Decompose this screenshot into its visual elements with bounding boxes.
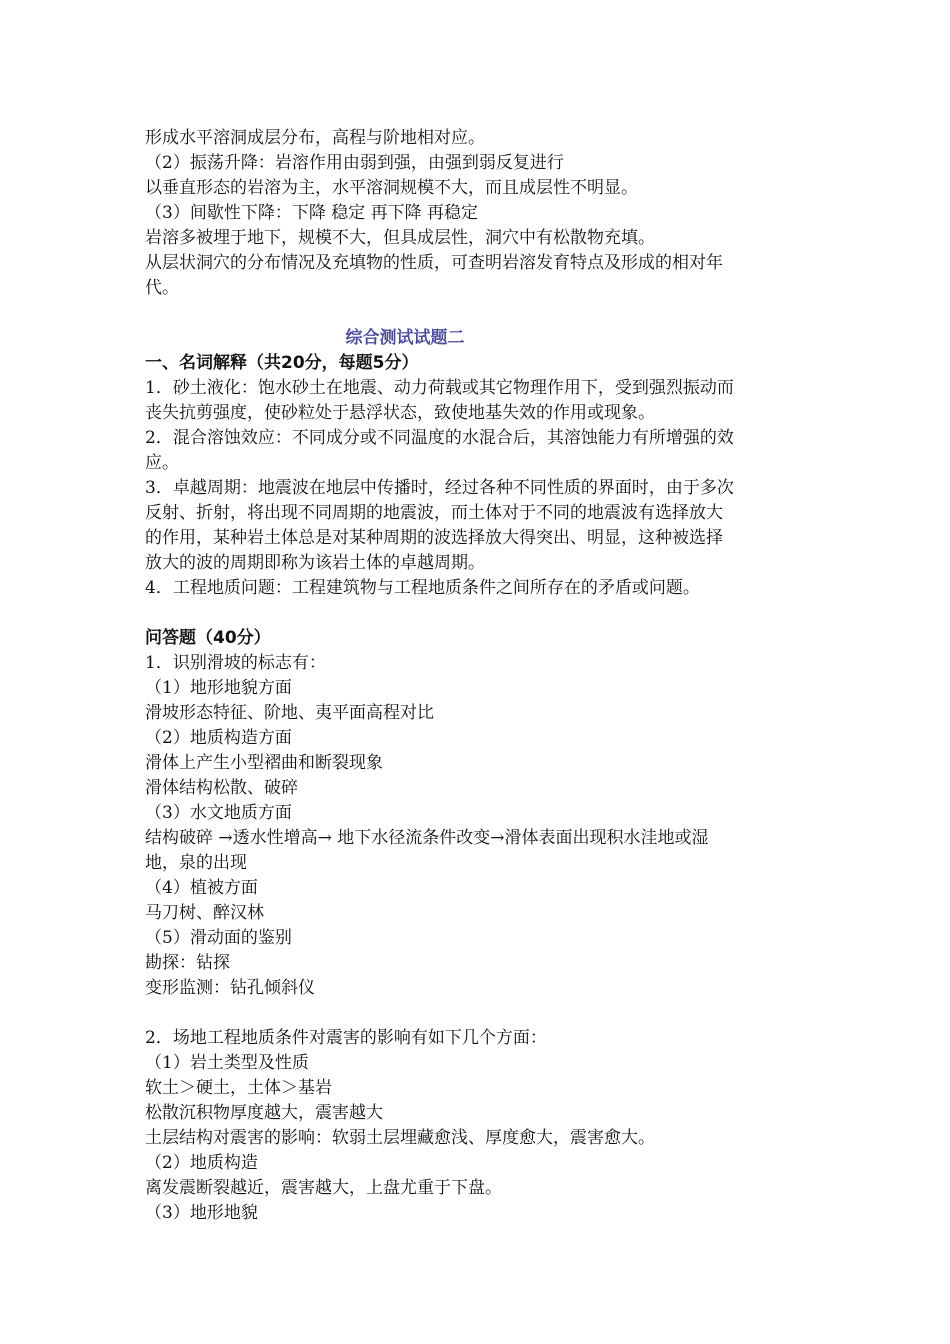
- text-line: 3．卓越周期：地震波在地层中传播时，经过各种不同性质的界面时，由于多次: [145, 478, 734, 498]
- exam-title: 综合测试试题二: [345, 328, 465, 348]
- section-heading: 问答题（40分）: [145, 628, 271, 648]
- text-line: （2）地质构造: [145, 1153, 258, 1173]
- text-line: 地，泉的出现: [145, 853, 247, 873]
- text-line: 结构破碎 →透水性增高→ 地下水径流条件改变→滑体表面出现积水洼地或湿: [145, 828, 709, 848]
- intro-block: [145, 126, 810, 301]
- text-line: 勘探：钻探: [145, 953, 230, 973]
- question-2: [145, 1026, 810, 1226]
- text-line: 土层结构对震害的影响：软弱土层埋藏愈浅、厚度愈大，震害愈大。: [145, 1128, 655, 1148]
- text-line: 岩溶多被埋于地下，规模不大，但具成层性，洞穴中有松散物充填。: [145, 228, 655, 248]
- text-line: 滑坡形态特征、阶地、夷平面高程对比: [145, 703, 434, 723]
- text-line: （3）地形地貌: [145, 1203, 258, 1223]
- text-line: 以垂直形态的岩溶为主，水平溶洞规模不大，而且成层性不明显。: [145, 178, 638, 198]
- document-page: [145, 126, 810, 1226]
- text-line: （3）水文地质方面: [145, 803, 292, 823]
- text-line: （5）滑动面的鉴别: [145, 928, 292, 948]
- text-line: （2）振荡升降：岩溶作用由弱到强，由强到弱反复进行: [145, 153, 564, 173]
- text-line: 1．识别滑坡的标志有：: [145, 653, 326, 673]
- text-line: 的作用，某种岩土体总是对某种周期的波选择放大得突出、明显，这种被选择: [145, 528, 723, 548]
- section-questions: [145, 626, 810, 1226]
- text-line: 变形监测：钻孔倾斜仪: [145, 978, 315, 998]
- text-line: 滑体结构松散、破碎: [145, 778, 298, 798]
- text-line: 从层状洞穴的分布情况及充填物的性质，可查明岩溶发育特点及形成的相对年: [145, 253, 723, 273]
- text-line: 代。: [145, 278, 179, 298]
- text-line: （1）岩土类型及性质: [145, 1053, 309, 1073]
- text-line: （4）植被方面: [145, 878, 258, 898]
- text-line: 应。: [145, 453, 179, 473]
- text-line: 反射、折射，将出现不同周期的地震波，而土体对于不同的地震波有选择放大: [145, 503, 723, 523]
- text-line: 马刀树、醉汉林: [145, 903, 264, 923]
- text-line: 离发震断裂越近，震害越大，上盘尤重于下盘。: [145, 1178, 502, 1198]
- text-line: 软土＞硬土，土体＞基岩: [145, 1078, 332, 1098]
- text-line: 1．砂土液化：饱水砂土在地震、动力荷载或其它物理作用下，受到强烈振动而: [145, 378, 734, 398]
- text-line: 2．混合溶蚀效应：不同成分或不同温度的水混合后，其溶蚀能力有所增强的效: [145, 428, 734, 448]
- text-line: 放大的波的周期即称为该岩土体的卓越周期。: [145, 553, 485, 573]
- spacer: [145, 601, 810, 626]
- spacer: [145, 301, 810, 326]
- text-line: 滑体上产生小型褶曲和断裂现象: [145, 753, 383, 773]
- text-line: （1）地形地貌方面: [145, 678, 292, 698]
- text-line: （2）地质构造方面: [145, 728, 292, 748]
- text-line: 4．工程地质问题：工程建筑物与工程地质条件之间所存在的矛盾或问题。: [145, 578, 700, 598]
- section-heading: 一、名词解释（共20分，每题5分）: [145, 353, 419, 373]
- text-line: （3）间歇性下降：下降 稳定 再下降 再稳定: [145, 203, 479, 223]
- question-1: [145, 651, 810, 1001]
- text-line: 形成水平溶洞成层分布，高程与阶地相对应。: [145, 128, 485, 148]
- text-line: 2．场地工程地质条件对震害的影响有如下几个方面：: [145, 1028, 547, 1048]
- spacer: [145, 1001, 810, 1026]
- text-line: 松散沉积物厚度越大，震害越大: [145, 1103, 383, 1123]
- text-line: 丧失抗剪强度，使砂粒处于悬浮状态，致使地基失效的作用或现象。: [145, 403, 655, 423]
- section-definitions: [145, 351, 810, 601]
